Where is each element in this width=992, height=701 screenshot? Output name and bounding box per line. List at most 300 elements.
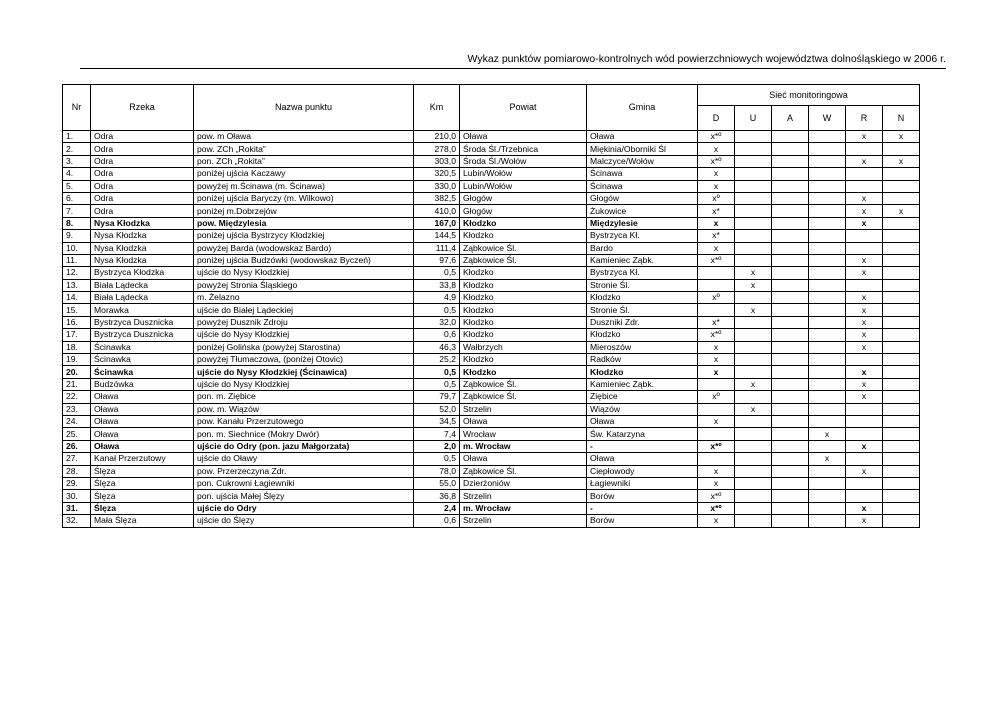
cell-km: 144,5 bbox=[414, 230, 460, 242]
cell-km: 2,0 bbox=[414, 440, 460, 452]
cell-km: 210,0 bbox=[414, 131, 460, 143]
cell-mark-u bbox=[735, 453, 772, 465]
cell-mark-w bbox=[809, 415, 846, 427]
cell-mark-a bbox=[772, 354, 809, 366]
cell-km: 52,0 bbox=[414, 403, 460, 415]
cell-powiat: Ząbkowice Śl. bbox=[460, 391, 587, 403]
header-nr: Nr bbox=[63, 85, 91, 131]
title-rule bbox=[80, 68, 946, 69]
cell-mark-r: x bbox=[846, 515, 883, 527]
cell-gmina: Św. Katarzyna bbox=[587, 428, 698, 440]
cell-rzeka: Ścinawka bbox=[91, 341, 194, 353]
cell-mark-r: x bbox=[846, 341, 883, 353]
cell-rzeka: Oława bbox=[91, 415, 194, 427]
cell-nazwa-punktu: ujście do Odry bbox=[194, 502, 414, 514]
table-row bbox=[63, 465, 920, 477]
cell-mark-u: x bbox=[735, 267, 772, 279]
cell-km: 410,0 bbox=[414, 205, 460, 217]
cell-rzeka: Ślęza bbox=[91, 465, 194, 477]
cell-mark-d: x* bbox=[698, 205, 735, 217]
cell-rzeka: Nysa Kłodzka bbox=[91, 230, 194, 242]
cell-mark-n bbox=[883, 230, 920, 242]
cell-mark-n bbox=[883, 180, 920, 192]
cell-gmina: Bystrzyca Kł. bbox=[587, 230, 698, 242]
cell-mark-n bbox=[883, 354, 920, 366]
cell-mark-n bbox=[883, 453, 920, 465]
cell-km: 25,2 bbox=[414, 354, 460, 366]
cell-nr: 5. bbox=[63, 180, 91, 192]
table-row bbox=[63, 304, 920, 316]
cell-powiat: m. Wrocław bbox=[460, 440, 587, 452]
cell-km: 111,4 bbox=[414, 242, 460, 254]
table-row bbox=[63, 515, 920, 527]
cell-nazwa-punktu: pon. m. Ziębice bbox=[194, 391, 414, 403]
cell-gmina: Radków bbox=[587, 354, 698, 366]
table-row bbox=[63, 403, 920, 415]
cell-nr: 13. bbox=[63, 279, 91, 291]
cell-gmina: - bbox=[587, 440, 698, 452]
cell-rzeka: Ścinawka bbox=[91, 366, 194, 378]
cell-mark-u bbox=[735, 168, 772, 180]
cell-nazwa-punktu: ujście do Nysy Kłodzkiej bbox=[194, 378, 414, 390]
cell-mark-a bbox=[772, 428, 809, 440]
table-row bbox=[63, 230, 920, 242]
cell-km: 0,5 bbox=[414, 453, 460, 465]
cell-mark-d: x bbox=[698, 341, 735, 353]
cell-mark-d: x*º bbox=[698, 490, 735, 502]
cell-gmina: Międzylesie bbox=[587, 217, 698, 229]
cell-mark-w bbox=[809, 267, 846, 279]
cell-nazwa-punktu: pow. Międzylesia bbox=[194, 217, 414, 229]
cell-mark-a bbox=[772, 292, 809, 304]
cell-mark-n bbox=[883, 316, 920, 328]
cell-nr: 1. bbox=[63, 131, 91, 143]
cell-mark-u bbox=[735, 465, 772, 477]
cell-mark-d: x*º bbox=[698, 329, 735, 341]
cell-nazwa-punktu: powyżej Stronia Śląskiego bbox=[194, 279, 414, 291]
cell-mark-a bbox=[772, 515, 809, 527]
cell-gmina: Kamieniec Ząbk. bbox=[587, 378, 698, 390]
cell-mark-u bbox=[735, 329, 772, 341]
cell-mark-a bbox=[772, 279, 809, 291]
cell-km: 0,6 bbox=[414, 515, 460, 527]
header-gmina: Gmina bbox=[587, 85, 698, 131]
cell-mark-w bbox=[809, 329, 846, 341]
cell-mark-r: x bbox=[846, 192, 883, 204]
cell-powiat: Kłodzko bbox=[460, 304, 587, 316]
cell-nr: 8. bbox=[63, 217, 91, 229]
cell-nazwa-punktu: pow. Przerzeczyna Zdr. bbox=[194, 465, 414, 477]
cell-nr: 7. bbox=[63, 205, 91, 217]
cell-mark-n: x bbox=[883, 131, 920, 143]
cell-nr: 4. bbox=[63, 168, 91, 180]
cell-powiat: Środa Śl./Wołów bbox=[460, 155, 587, 167]
cell-km: 0,5 bbox=[414, 304, 460, 316]
table-row bbox=[63, 155, 920, 167]
header-siec-monitoringowa: Sieć monitoringowa bbox=[698, 85, 920, 106]
cell-rzeka: Bystrzyca Dusznicka bbox=[91, 329, 194, 341]
cell-rzeka: Biała Lądecka bbox=[91, 292, 194, 304]
cell-gmina: Kamieniec Ząbk. bbox=[587, 254, 698, 266]
cell-mark-n bbox=[883, 217, 920, 229]
cell-mark-r: x bbox=[846, 304, 883, 316]
cell-mark-r: x bbox=[846, 205, 883, 217]
cell-powiat: Głogów bbox=[460, 205, 587, 217]
cell-powiat: Środa Śl./Trzebnica bbox=[460, 143, 587, 155]
cell-nr: 31. bbox=[63, 502, 91, 514]
cell-mark-a bbox=[772, 267, 809, 279]
header-col-a: A bbox=[772, 106, 809, 131]
cell-mark-a bbox=[772, 341, 809, 353]
cell-mark-w bbox=[809, 477, 846, 489]
cell-mark-w bbox=[809, 168, 846, 180]
cell-mark-w bbox=[809, 440, 846, 452]
cell-mark-w bbox=[809, 143, 846, 155]
cell-mark-r: x bbox=[846, 155, 883, 167]
cell-nr: 6. bbox=[63, 192, 91, 204]
cell-nr: 28. bbox=[63, 465, 91, 477]
table-header bbox=[63, 85, 920, 131]
cell-mark-w bbox=[809, 490, 846, 502]
cell-mark-w bbox=[809, 279, 846, 291]
cell-mark-r bbox=[846, 453, 883, 465]
cell-mark-w bbox=[809, 465, 846, 477]
table-row bbox=[63, 205, 920, 217]
cell-powiat: Kłodzko bbox=[460, 354, 587, 366]
cell-mark-n bbox=[883, 341, 920, 353]
cell-mark-d bbox=[698, 304, 735, 316]
cell-gmina: Ziębice bbox=[587, 391, 698, 403]
cell-km: 4,9 bbox=[414, 292, 460, 304]
cell-mark-d: x*º bbox=[698, 502, 735, 514]
cell-mark-d bbox=[698, 378, 735, 390]
table-row bbox=[63, 279, 920, 291]
cell-mark-r bbox=[846, 242, 883, 254]
cell-gmina: Żukowice bbox=[587, 205, 698, 217]
cell-powiat: Kłodzko bbox=[460, 329, 587, 341]
table-row bbox=[63, 292, 920, 304]
cell-km: 55,0 bbox=[414, 477, 460, 489]
cell-mark-w bbox=[809, 180, 846, 192]
table-row bbox=[63, 341, 920, 353]
cell-powiat: Ząbkowice Śl. bbox=[460, 378, 587, 390]
cell-mark-r: x bbox=[846, 502, 883, 514]
cell-mark-d bbox=[698, 279, 735, 291]
cell-gmina: Kłodzko bbox=[587, 292, 698, 304]
cell-rzeka: Ślęza bbox=[91, 502, 194, 514]
cell-mark-a bbox=[772, 415, 809, 427]
cell-rzeka: Odra bbox=[91, 155, 194, 167]
cell-mark-r bbox=[846, 428, 883, 440]
table-row bbox=[63, 378, 920, 390]
cell-mark-d: xº bbox=[698, 292, 735, 304]
cell-gmina: Miękinia/Oborniki Śl bbox=[587, 143, 698, 155]
cell-powiat: Wrocław bbox=[460, 428, 587, 440]
cell-nr: 11. bbox=[63, 254, 91, 266]
cell-nazwa-punktu: pow. m. Wiązów bbox=[194, 403, 414, 415]
cell-powiat: Kłodzko bbox=[460, 279, 587, 291]
cell-rzeka: Oława bbox=[91, 428, 194, 440]
cell-nr: 17. bbox=[63, 329, 91, 341]
cell-km: 97,6 bbox=[414, 254, 460, 266]
cell-mark-r bbox=[846, 143, 883, 155]
table-row bbox=[63, 366, 920, 378]
cell-mark-n bbox=[883, 440, 920, 452]
cell-rzeka: Odra bbox=[91, 131, 194, 143]
cell-rzeka: Oława bbox=[91, 403, 194, 415]
cell-mark-d: x bbox=[698, 180, 735, 192]
cell-rzeka: Odra bbox=[91, 143, 194, 155]
cell-rzeka: Oława bbox=[91, 440, 194, 452]
cell-mark-a bbox=[772, 168, 809, 180]
cell-rzeka: Kanał Przerzutowy bbox=[91, 453, 194, 465]
cell-gmina: Oława bbox=[587, 453, 698, 465]
cell-mark-n bbox=[883, 143, 920, 155]
cell-powiat: m. Wrocław bbox=[460, 502, 587, 514]
monitoring-points-table bbox=[62, 84, 920, 528]
cell-gmina: Ścinawa bbox=[587, 168, 698, 180]
cell-nazwa-punktu: ujście do Odry (pon. jazu Małgorzata) bbox=[194, 440, 414, 452]
cell-km: 34,5 bbox=[414, 415, 460, 427]
cell-nr: 15. bbox=[63, 304, 91, 316]
cell-mark-a bbox=[772, 131, 809, 143]
cell-km: 32,0 bbox=[414, 316, 460, 328]
cell-mark-a bbox=[772, 490, 809, 502]
table-row bbox=[63, 415, 920, 427]
cell-mark-n bbox=[883, 267, 920, 279]
cell-mark-r bbox=[846, 230, 883, 242]
cell-mark-a bbox=[772, 242, 809, 254]
cell-mark-n: x bbox=[883, 205, 920, 217]
cell-km: 0,6 bbox=[414, 329, 460, 341]
cell-mark-w bbox=[809, 254, 846, 266]
cell-powiat: Kłodzko bbox=[460, 230, 587, 242]
cell-nazwa-punktu: pow. m Oława bbox=[194, 131, 414, 143]
cell-mark-d: x bbox=[698, 515, 735, 527]
cell-nazwa-punktu: pon. m. Siechnice (Mokry Dwór) bbox=[194, 428, 414, 440]
cell-mark-u bbox=[735, 490, 772, 502]
cell-nr: 3. bbox=[63, 155, 91, 167]
cell-mark-r bbox=[846, 279, 883, 291]
cell-rzeka: Nysa Kłodzka bbox=[91, 254, 194, 266]
cell-km: 382,5 bbox=[414, 192, 460, 204]
cell-mark-w bbox=[809, 502, 846, 514]
cell-powiat: Strzelin bbox=[460, 515, 587, 527]
cell-mark-d bbox=[698, 428, 735, 440]
cell-mark-u bbox=[735, 440, 772, 452]
cell-rzeka: Nysa Kłodzka bbox=[91, 217, 194, 229]
cell-mark-u bbox=[735, 428, 772, 440]
cell-nr: 10. bbox=[63, 242, 91, 254]
cell-nr: 24. bbox=[63, 415, 91, 427]
cell-rzeka: Bystrzyca Kłodzka bbox=[91, 267, 194, 279]
cell-mark-a bbox=[772, 254, 809, 266]
cell-mark-d: x bbox=[698, 477, 735, 489]
cell-rzeka: Ślęza bbox=[91, 490, 194, 502]
cell-mark-u bbox=[735, 354, 772, 366]
cell-nazwa-punktu: ujście do Nysy Kłodzkiej bbox=[194, 267, 414, 279]
cell-mark-u: x bbox=[735, 403, 772, 415]
cell-rzeka: Odra bbox=[91, 205, 194, 217]
table-row bbox=[63, 490, 920, 502]
cell-rzeka: Biała Lądecka bbox=[91, 279, 194, 291]
cell-rzeka: Budzówka bbox=[91, 378, 194, 390]
cell-nr: 22. bbox=[63, 391, 91, 403]
cell-nazwa-punktu: powyżej m.Ścinawa (m. Ścinawa) bbox=[194, 180, 414, 192]
cell-mark-w bbox=[809, 366, 846, 378]
cell-mark-a bbox=[772, 155, 809, 167]
cell-gmina: Łagiewniki bbox=[587, 477, 698, 489]
cell-mark-w bbox=[809, 192, 846, 204]
cell-mark-u bbox=[735, 502, 772, 514]
cell-nr: 18. bbox=[63, 341, 91, 353]
cell-mark-w bbox=[809, 515, 846, 527]
cell-nr: 14. bbox=[63, 292, 91, 304]
cell-km: 33,8 bbox=[414, 279, 460, 291]
cell-km: 46,3 bbox=[414, 341, 460, 353]
cell-mark-a bbox=[772, 453, 809, 465]
cell-powiat: Oława bbox=[460, 415, 587, 427]
cell-km: 0,5 bbox=[414, 366, 460, 378]
cell-mark-d: x bbox=[698, 354, 735, 366]
cell-mark-n bbox=[883, 415, 920, 427]
cell-nr: 32. bbox=[63, 515, 91, 527]
cell-nazwa-punktu: poniżej ujścia Bystrzycy Kłodzkiej bbox=[194, 230, 414, 242]
cell-mark-n bbox=[883, 502, 920, 514]
cell-gmina: Głogów bbox=[587, 192, 698, 204]
cell-powiat: Oława bbox=[460, 131, 587, 143]
cell-mark-u bbox=[735, 143, 772, 155]
cell-rzeka: Nysa Kłodzka bbox=[91, 242, 194, 254]
cell-mark-n bbox=[883, 391, 920, 403]
cell-nazwa-punktu: poniżej Golińska (powyżej Starostina) bbox=[194, 341, 414, 353]
table-row bbox=[63, 502, 920, 514]
cell-mark-w bbox=[809, 230, 846, 242]
cell-nazwa-punktu: poniżej ujścia Baryczy (m. Wilkowo) bbox=[194, 192, 414, 204]
header-rzeka: Rzeka bbox=[91, 85, 194, 131]
cell-powiat: Kłodzko bbox=[460, 292, 587, 304]
cell-nazwa-punktu: pon. Cukrowni Łagiewniki bbox=[194, 477, 414, 489]
cell-mark-r: x bbox=[846, 329, 883, 341]
cell-mark-u bbox=[735, 242, 772, 254]
cell-mark-d: x bbox=[698, 143, 735, 155]
cell-mark-a bbox=[772, 316, 809, 328]
cell-mark-u bbox=[735, 415, 772, 427]
cell-mark-w bbox=[809, 304, 846, 316]
cell-mark-r: x bbox=[846, 465, 883, 477]
cell-mark-r bbox=[846, 354, 883, 366]
header-col-u: U bbox=[735, 106, 772, 131]
cell-mark-n bbox=[883, 279, 920, 291]
cell-powiat: Głogów bbox=[460, 192, 587, 204]
cell-powiat: Ząbkowice Śl. bbox=[460, 242, 587, 254]
cell-mark-u bbox=[735, 131, 772, 143]
cell-mark-a bbox=[772, 391, 809, 403]
cell-mark-u bbox=[735, 180, 772, 192]
cell-nazwa-punktu: ujście do Nysy Kłodzkiej bbox=[194, 329, 414, 341]
cell-mark-a bbox=[772, 440, 809, 452]
page-title: Wykaz punktów pomiarowo-kontrolnych wód powierzchniowych województwa dolnośląskiego w 2006 r. bbox=[467, 53, 946, 65]
cell-mark-a bbox=[772, 180, 809, 192]
cell-mark-n bbox=[883, 168, 920, 180]
cell-rzeka: Morawka bbox=[91, 304, 194, 316]
cell-nr: 12. bbox=[63, 267, 91, 279]
cell-rzeka: Oława bbox=[91, 391, 194, 403]
header-km: Km bbox=[414, 85, 460, 131]
cell-nazwa-punktu: pow. ZCh „Rokita” bbox=[194, 143, 414, 155]
cell-mark-u bbox=[735, 292, 772, 304]
cell-mark-d: x bbox=[698, 217, 735, 229]
cell-km: 0,5 bbox=[414, 378, 460, 390]
cell-km: 7,4 bbox=[414, 428, 460, 440]
cell-gmina: Bardo bbox=[587, 242, 698, 254]
cell-nazwa-punktu: ujście do Nysy Kłodzkiej (Ścinawica) bbox=[194, 366, 414, 378]
table-row bbox=[63, 143, 920, 155]
cell-mark-a bbox=[772, 230, 809, 242]
cell-powiat: Strzelin bbox=[460, 403, 587, 415]
cell-gmina: Borów bbox=[587, 515, 698, 527]
cell-mark-r: x bbox=[846, 131, 883, 143]
cell-mark-n bbox=[883, 366, 920, 378]
cell-nazwa-punktu: pon. ZCh „Rokita” bbox=[194, 155, 414, 167]
cell-gmina: Ścinawa bbox=[587, 180, 698, 192]
cell-nazwa-punktu: powyżej Dusznik Zdroju bbox=[194, 316, 414, 328]
table-row bbox=[63, 180, 920, 192]
cell-mark-w bbox=[809, 341, 846, 353]
cell-gmina: Oława bbox=[587, 131, 698, 143]
cell-mark-a bbox=[772, 304, 809, 316]
cell-km: 278,0 bbox=[414, 143, 460, 155]
cell-mark-n bbox=[883, 304, 920, 316]
cell-mark-r bbox=[846, 180, 883, 192]
cell-nazwa-punktu: pow. Kanału Przerzutowego bbox=[194, 415, 414, 427]
cell-nr: 16. bbox=[63, 316, 91, 328]
cell-mark-d bbox=[698, 453, 735, 465]
cell-km: 78,0 bbox=[414, 465, 460, 477]
cell-powiat: Kłodzko bbox=[460, 217, 587, 229]
table-row bbox=[63, 254, 920, 266]
cell-mark-w bbox=[809, 242, 846, 254]
cell-nazwa-punktu: ujście do Ślęzy bbox=[194, 515, 414, 527]
cell-powiat: Ząbkowice Śl. bbox=[460, 465, 587, 477]
cell-gmina: Oława bbox=[587, 415, 698, 427]
cell-gmina: - bbox=[587, 502, 698, 514]
cell-mark-u bbox=[735, 230, 772, 242]
cell-rzeka: Odra bbox=[91, 192, 194, 204]
cell-mark-r bbox=[846, 415, 883, 427]
header-col-r: R bbox=[846, 106, 883, 131]
cell-gmina: Mieroszów bbox=[587, 341, 698, 353]
cell-nazwa-punktu: poniżej ujścia Kaczawy bbox=[194, 168, 414, 180]
table-row bbox=[63, 329, 920, 341]
table-row bbox=[63, 453, 920, 465]
cell-mark-w bbox=[809, 131, 846, 143]
cell-rzeka: Mała Ślęza bbox=[91, 515, 194, 527]
cell-powiat: Wałbrzych bbox=[460, 341, 587, 353]
cell-mark-n bbox=[883, 192, 920, 204]
cell-mark-r: x bbox=[846, 316, 883, 328]
cell-mark-u bbox=[735, 254, 772, 266]
cell-mark-n bbox=[883, 490, 920, 502]
cell-mark-n bbox=[883, 254, 920, 266]
cell-nazwa-punktu: pon. ujścia Małej Ślęzy bbox=[194, 490, 414, 502]
cell-mark-n bbox=[883, 428, 920, 440]
cell-km: 0,5 bbox=[414, 267, 460, 279]
cell-mark-r bbox=[846, 477, 883, 489]
cell-mark-d: x* bbox=[698, 230, 735, 242]
cell-mark-u bbox=[735, 217, 772, 229]
cell-km: 36,8 bbox=[414, 490, 460, 502]
